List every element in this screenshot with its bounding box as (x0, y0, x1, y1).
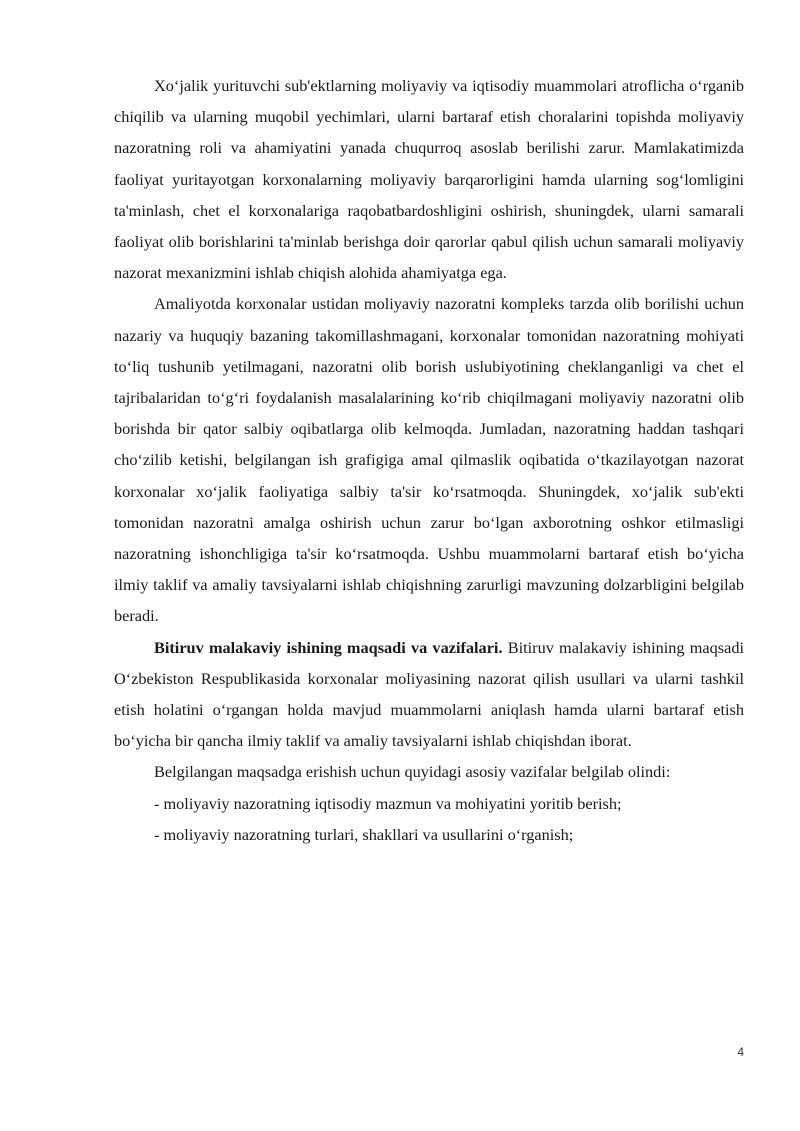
paragraph-problem-statement: Xo‘jalik yurituvchi sub'ektlarning moliyaviy va iqtisodiy muammolari atroflicha o‘rganib chiqilib va ularning muqobil yechimlari, ularni bartaraf etish choralarini topishda moliyaviy nazoratning roli va ahamiyatini yanada chuqurroq asoslab berilishi zarur. Mamlakatimizda faoliyat yuritayotgan korxonalarning moliyaviy barqarorligini hamda ularning sog‘lomligini ta'minlash, chet el korxonalariga raqobatbardoshligini oshirish, shuningdek, ularni samarali faoliyat olib borishlarini ta'minlab berishga doir qarorlar qabul qilish uchun samarali moliyaviy nazorat mexanizmini ishlab chiqish alohida ahamiyatga ega. (114, 76, 744, 283)
goals-text: Bitiruv malakaviy ishining maqsadi O‘zbekiston Respublikasida korxonalar moliyasining nazorat qilish usullari va ularni tashkil etish holatini o‘rgangan holda mavjud muammolarni aniqlash hamda ularni bartaraf etish bo‘yicha bir qancha ilmiy taklif va amaliy tavsiyalarni ishlab chiqishdan iborat. (114, 637, 744, 751)
document-body (114, 70, 744, 850)
paragraph-goals (114, 632, 744, 757)
goals-heading: Bitiruv malakaviy ishining maqsadi va vazifalari. (154, 637, 503, 657)
page-number: 4 (737, 1045, 744, 1059)
paragraph-relevance: Amaliyotda korxonalar ustidan moliyaviy nazoratni kompleks tarzda olib borilishi uchun nazariy va huquqiy bazaning takomillashmagani, korxonalar tomonidan nazoratning mohiyati to‘liq tushunib yetilmagani, nazoratni olib borish uslubiyotining cheklanganligi va chet el tajribalaridan to‘g‘ri foydalanish masalalarining ko‘rib chiqilmagani moliyaviy nazoratni olib borishda bir qator salbiy oqibatlarga olib kelmoqda. Jumladan, nazoratning haddan tashqari cho‘zilib ketishi, belgilangan ish grafigiga amal qilmaslik oqibatida o‘tkazilayotgan nazorat korxonalar xo‘jalik faoliyatiga salbiy ta'sir ko‘rsatmoqda. Shuningdek, xo‘jalik sub'ekti tomonidan nazoratni amalga oshirish uchun zarur bo‘lgan axborotning oshkor etilmasligi nazoratning ishonchligiga ta'sir ko‘rsatmoqda. Ushbu muammolarni bartaraf etish bo‘yicha ilmiy taklif va amaliy tavsiyalarni ishlab chiqishning zarurligi mavzuning dolzarbligini belgilab beradi. (114, 294, 744, 626)
paragraph-tasks-intro: Belgilangan maqsadga erishish uchun quyidagi asosiy vazifalar belgilab olindi: (154, 762, 671, 782)
list-item: - moliyaviy nazoratning iqtisodiy mazmun va mohiyatini yoritib berish; (154, 793, 622, 813)
list-item: - moliyaviy nazoratning turlari, shakllari va usullarini o‘rganish; (154, 824, 574, 844)
